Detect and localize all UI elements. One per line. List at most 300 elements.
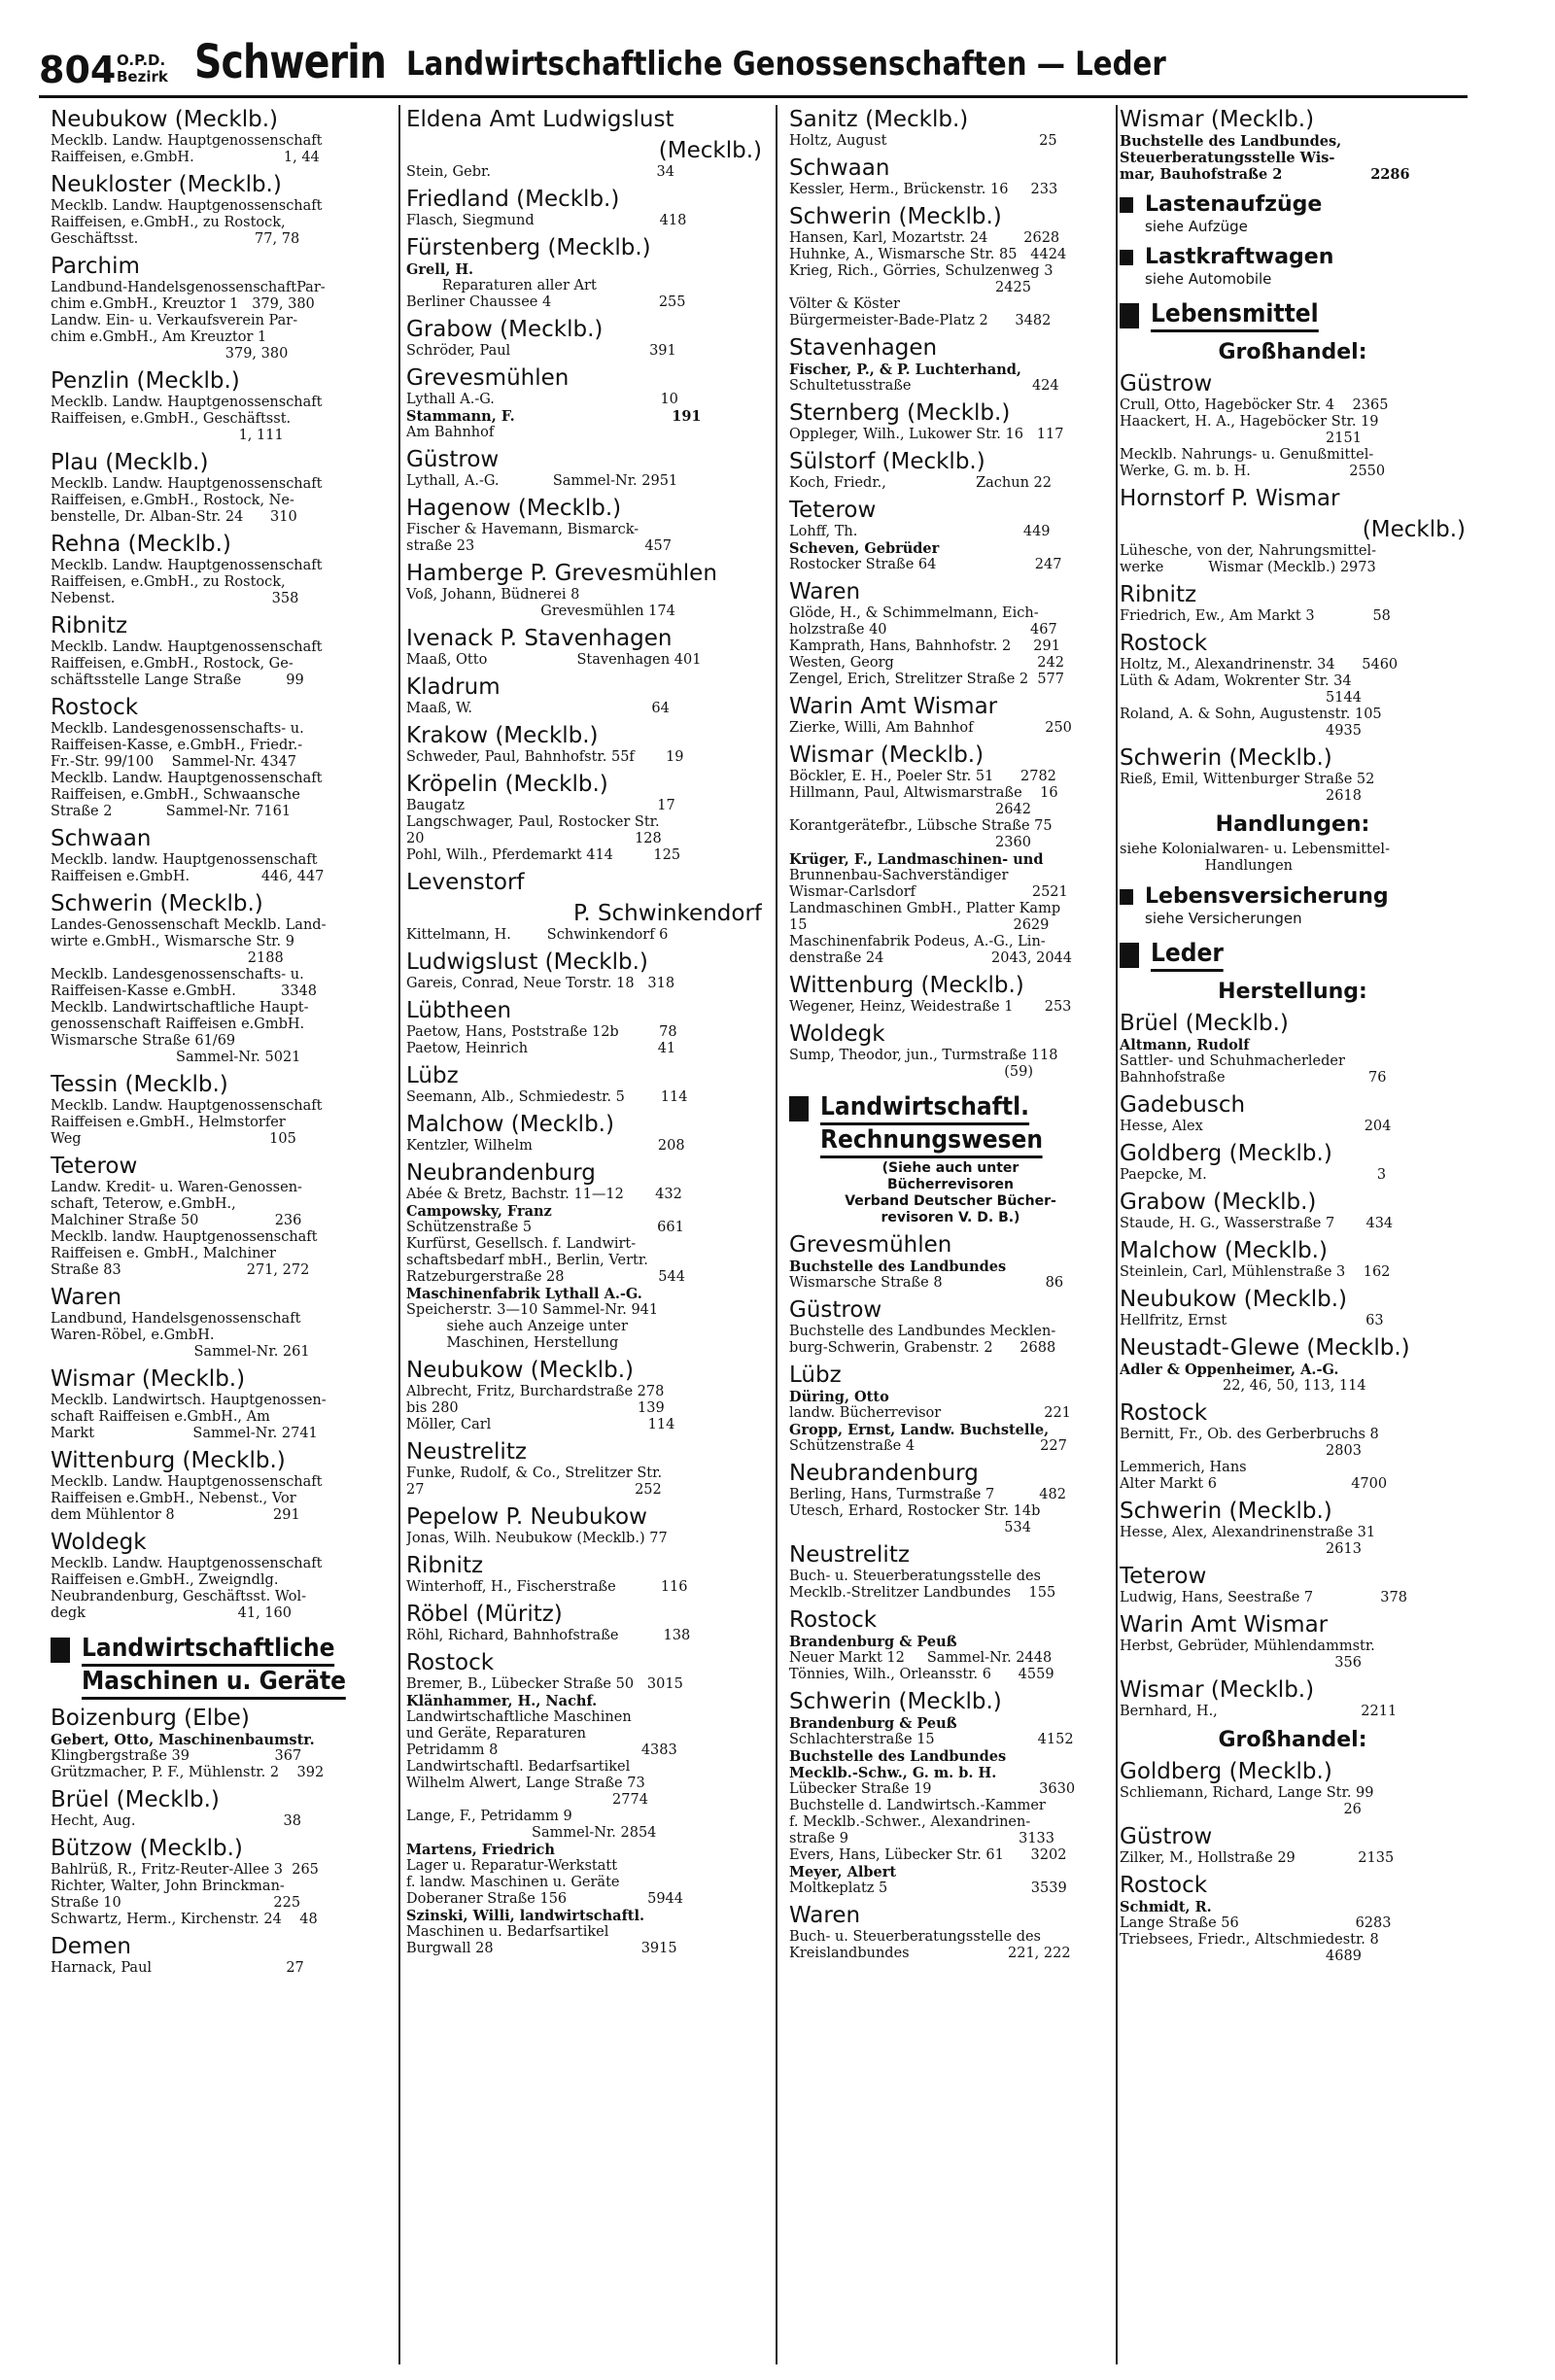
entry-line: Malchiner Straße 50 236 xyxy=(51,1213,302,1228)
entry-line: f. Mecklb.-Schwer., Alexandrinen- xyxy=(789,1814,1031,1830)
entry-line: Ratzeburgerstraße 28 544 xyxy=(406,1269,685,1285)
entry-line: 2360 xyxy=(789,835,1031,850)
entry-line: Paepcke, M. 3 xyxy=(1120,1167,1387,1183)
entry-line: chim e.GmbH., Kreuztor 1 379, 380 xyxy=(51,296,315,312)
subsection-heading xyxy=(1120,245,1466,270)
place-heading: Brüel (Mecklb.) xyxy=(51,1787,220,1812)
entry-line: Buch- u. Steuerberatungsstelle des xyxy=(789,1569,1041,1584)
entry-line: Lythall, A.-G. Sammel-Nr. 2951 xyxy=(406,473,678,489)
place-heading: Grevesmühlen xyxy=(406,365,570,391)
entry-line: Lythall A.-G. 10 xyxy=(406,392,678,407)
place-heading: Hornstorf P. Wismar xyxy=(1120,486,1340,511)
entry-line: Mecklb. Landw. Hauptgenossenschaft xyxy=(51,1556,323,1571)
entry-line: Roland, A. & Sohn, Augustenstr. 105 xyxy=(1120,707,1382,722)
entry-line: Langschwager, Paul, Rostocker Str. xyxy=(406,814,660,830)
entry-line: straße 9 3133 xyxy=(789,1831,1054,1846)
section-marker-icon xyxy=(1120,889,1133,905)
section-heading xyxy=(51,1634,395,1700)
entry-line: degk 41, 160 xyxy=(51,1605,292,1621)
bold-entry-line: Düring, Otto xyxy=(789,1389,889,1405)
entry-line: Raiffeisen, e.GmbH., Geschäftsst. xyxy=(51,411,292,427)
entry-line: Mecklb. landw. Hauptgenossenschaft xyxy=(51,1229,318,1245)
place-heading: Teterow xyxy=(1120,1564,1207,1589)
entry-line: Hesse, Alex, Alexandrinenstraße 31 xyxy=(1120,1525,1376,1540)
entry-line: 2642 xyxy=(789,802,1031,817)
bold-entry-line: Buchstelle des Landbundes xyxy=(789,1259,1007,1275)
entry-line: Utesch, Erhard, Rostocker Str. 14b xyxy=(789,1503,1041,1519)
bold-entry-line: Buchstelle des Landbundes xyxy=(789,1748,1007,1765)
place-heading: Boizenburg (Elbe) xyxy=(51,1706,250,1731)
entry-line: 20 128 xyxy=(406,831,662,846)
entry-line: Bernitt, Fr., Ob. des Gerberbruchs 8 xyxy=(1120,1427,1379,1442)
entry-line: Neubrandenburg, Geschäftsst. Wol- xyxy=(51,1589,307,1604)
entry-line: Speicherstr. 3—10 Sammel-Nr. 941 xyxy=(406,1302,659,1318)
place-heading: Krakow (Mecklb.) xyxy=(406,723,599,748)
entry-line: Mecklb. Landw. Hauptgenossenschaft xyxy=(51,198,323,214)
entry-line: burg-Schwerin, Grabenstr. 2 2688 xyxy=(789,1340,1056,1356)
entry-line: Straße 83 271, 272 xyxy=(51,1262,310,1278)
entry-line: Wismar-Carlsdorf 2521 xyxy=(789,884,1068,900)
entry-line: benstelle, Dr. Alban-Str. 24 310 xyxy=(51,509,297,525)
entry-line: Westen, Georg 242 xyxy=(789,655,1064,671)
place-heading: Wismar (Mecklb.) xyxy=(1120,1677,1315,1703)
entry-line: Mecklb. Landwirtschaftliche Haupt- xyxy=(51,1000,309,1016)
place-heading-cont: (Mecklb.) xyxy=(1362,517,1466,542)
place-heading: Malchow (Mecklb.) xyxy=(1120,1238,1328,1263)
entry-line: Raiffeisen, e.GmbH. 1, 44 xyxy=(51,150,320,165)
place-heading: Neubukow (Mecklb.) xyxy=(1120,1287,1348,1312)
entry-line: Zengel, Erich, Strelitzer Straße 2 577 xyxy=(789,672,1065,687)
place-heading: Rostock xyxy=(406,1650,495,1675)
entry-line: Buch- u. Steuerberatungsstelle des xyxy=(789,1929,1041,1945)
place-heading: Rostock xyxy=(1120,1400,1208,1426)
place-heading: Pepelow P. Neubukow xyxy=(406,1504,647,1530)
place-heading: Schwaan xyxy=(51,826,152,851)
entry-line: Lange Straße 56 6283 xyxy=(1120,1915,1392,1931)
bold-entry-line: Mecklb.-Schw., G. m. b. H. xyxy=(789,1765,997,1781)
section-heading xyxy=(1120,299,1466,332)
entry-line: Bahnhofstraße 76 xyxy=(1120,1070,1387,1086)
place-heading: Schwerin (Mecklb.) xyxy=(51,891,263,916)
entry-line: Raiffeisen, e.GmbH., zu Rostock, xyxy=(51,574,286,590)
bold-entry-line: Fischer, P., & P. Luchterhand, xyxy=(789,362,1021,378)
entry-line: Oppleger, Wilh., Lukower Str. 16 117 xyxy=(789,427,1064,442)
place-heading: Neubrandenburg xyxy=(789,1461,979,1486)
entry-line: Jonas, Wilh. Neubukow (Mecklb.) 77 xyxy=(406,1531,668,1546)
entry-line: Hesse, Alex 204 xyxy=(1120,1119,1392,1134)
section-title: Landwirtschaftl. xyxy=(820,1092,1029,1125)
entry-line: Schwartz, Herm., Kirchenstr. 24 48 xyxy=(51,1912,318,1927)
entry-line: Landw. Kredit- u. Waren-Genossen- xyxy=(51,1180,302,1195)
place-heading: Schwerin (Mecklb.) xyxy=(789,1689,1002,1714)
note-line: (Siehe auch unter xyxy=(881,1160,1019,1176)
place-heading: Sülstorf (Mecklb.) xyxy=(789,449,985,474)
place-heading: Rostock xyxy=(789,1607,878,1633)
entry-line: wirte e.GmbH., Wismarsche Str. 9 xyxy=(51,934,294,949)
bold-entry-line: Meyer, Albert xyxy=(789,1864,897,1880)
entry-line: Funke, Rudolf, & Co., Strelitzer Str. xyxy=(406,1466,663,1481)
place-heading: Neubrandenburg xyxy=(406,1160,596,1186)
place-heading: Rostock xyxy=(1120,631,1208,656)
entry-line: Nebenst. 358 xyxy=(51,591,299,606)
entry-line: Lager u. Reparatur-Werkstatt xyxy=(406,1858,618,1874)
entry-line: Mecklb. landw. Hauptgenossenschaft xyxy=(51,852,318,868)
entry-line: Schützenstraße 5 661 xyxy=(406,1220,684,1235)
entry-line: Am Bahnhof xyxy=(406,425,495,440)
place-heading: Ribnitz xyxy=(51,613,128,638)
entry-line: Buchstelle d. Landwirtsch.-Kammer xyxy=(789,1798,1046,1813)
place-heading: Teterow xyxy=(789,498,877,523)
entry-line: Schröder, Paul 391 xyxy=(406,343,676,359)
place-heading: Schwaan xyxy=(789,155,890,181)
entry-line: Lemmerich, Hans xyxy=(1120,1460,1247,1475)
place-heading: Tessin (Mecklb.) xyxy=(51,1072,228,1097)
entry-line: Paetow, Heinrich 41 xyxy=(406,1041,676,1056)
entry-line: Maaß, Otto Stavenhagen 401 xyxy=(406,652,702,668)
entry-line: 2613 xyxy=(1120,1541,1362,1557)
entry-line: Winterhoff, H., Fischerstraße 116 xyxy=(406,1579,688,1595)
place-heading: Penzlin (Mecklb.) xyxy=(51,368,240,394)
note-line: Verband Deutscher Bücher- xyxy=(845,1193,1056,1209)
entry-line: Mecklb. Landw. Hauptgenossenschaft xyxy=(51,639,323,655)
entry-line: Wegener, Heinz, Weidestraße 1 253 xyxy=(789,999,1072,1015)
bold-entry-line: Martens, Friedrich xyxy=(406,1842,555,1858)
section-heading xyxy=(1120,939,1466,972)
bold-entry-line: Adler & Oppenheimer, A.-G. xyxy=(1120,1362,1339,1378)
entry-line: Albrecht, Fritz, Burchardstraße 278 xyxy=(406,1384,665,1399)
place-heading: Malchow (Mecklb.) xyxy=(406,1112,614,1137)
entry-line: Raiffeisen, e.GmbH., zu Rostock, xyxy=(51,215,286,230)
entry-line: Sammel-Nr. 261 xyxy=(51,1344,310,1360)
entry-line: Sump, Theodor, jun., Turmstraße 118 xyxy=(789,1048,1058,1063)
entry-line: siehe auch Anzeige unter xyxy=(406,1319,628,1334)
note-line: Bücherrevisoren xyxy=(887,1177,1014,1192)
entry-line: Handlungen xyxy=(1120,858,1294,874)
entry-line: Steinlein, Carl, Mühlenstraße 3 162 xyxy=(1120,1264,1391,1280)
entry-line: 356 xyxy=(1120,1655,1362,1671)
bold-entry-line: Gebert, Otto, Maschinenbaumstr. xyxy=(51,1732,315,1748)
place-heading: Sternberg (Mecklb.) xyxy=(789,400,1011,426)
section-marker-icon xyxy=(1120,943,1139,968)
entry-line: 15 2629 xyxy=(789,917,1050,933)
entry-line: Baugatz 17 xyxy=(406,798,675,813)
entry-line: Raiffeisen e.GmbH., Zweigndlg. xyxy=(51,1572,279,1588)
entry-line: 27 252 xyxy=(406,1482,662,1498)
subsection-heading xyxy=(1120,192,1466,218)
section-marker-icon xyxy=(51,1638,70,1663)
entry-line: Wilhelm Alwert, Lange Straße 73 xyxy=(406,1776,645,1791)
entry-line: 534 xyxy=(789,1520,1031,1535)
entry-line: Kentzler, Wilhelm 208 xyxy=(406,1138,685,1154)
note-line: revisoren V. D. B.) xyxy=(881,1210,1020,1225)
entry-line: Grevesmühlen 174 xyxy=(406,604,675,619)
place-heading: Woldegk xyxy=(51,1530,147,1555)
entry-line: Hillmann, Paul, Altwismarstraße 16 xyxy=(789,785,1058,801)
entry-line: Buchstelle des Landbundes Mecklen- xyxy=(789,1324,1056,1339)
entry-line: Maschinen, Herstellung xyxy=(406,1335,619,1351)
entry-line: Straße 2 Sammel-Nr. 7161 xyxy=(51,804,292,819)
entry-line: Lüth & Adam, Wokrenter Str. 34 xyxy=(1120,673,1352,689)
entry-line: Schützenstraße 4 227 xyxy=(789,1438,1067,1454)
place-heading: Röbel (Müritz) xyxy=(406,1602,563,1627)
entry-line: Mecklb. Landw. Hauptgenossenschaft xyxy=(51,476,323,492)
see-reference: siehe Aufzüge xyxy=(1145,218,1248,235)
entry-line: Landes-Genossenschaft Mecklb. Land- xyxy=(51,917,327,933)
entry-line: Gareis, Conrad, Neue Torstr. 18 318 xyxy=(406,976,675,991)
bold-entry-line: Brandenburg & Peuß xyxy=(789,1715,957,1732)
place-heading: Stavenhagen xyxy=(789,335,938,361)
entry-line: Lange, F., Petridamm 9 xyxy=(406,1809,572,1824)
entry-line: Alter Markt 6 4700 xyxy=(1120,1476,1388,1492)
entry-line: Landmaschinen GmbH., Platter Kamp xyxy=(789,901,1061,916)
place-heading: Woldegk xyxy=(789,1021,885,1047)
section-title: Landwirtschaftliche xyxy=(82,1634,335,1667)
entry-line: Völter & Köster xyxy=(789,296,900,312)
entry-line: 2151 xyxy=(1120,431,1362,446)
entry-line: Hansen, Karl, Mozartstr. 24 2628 xyxy=(789,230,1060,246)
entry-line: Friedrich, Ew., Am Markt 3 58 xyxy=(1120,608,1391,624)
entry-line: Schlachterstraße 15 4152 xyxy=(789,1732,1074,1747)
section-heading xyxy=(789,1092,1112,1158)
entry-line: Haackert, H. A., Hageböcker Str. 19 xyxy=(1120,414,1379,430)
entry-line: bis 280 139 xyxy=(406,1400,665,1416)
entry-line: Bernhard, H., 2211 xyxy=(1120,1704,1398,1719)
subsection-heading xyxy=(1120,884,1466,910)
bold-entry-line: Campowsky, Franz xyxy=(406,1203,552,1220)
place-heading: Parchim xyxy=(51,254,140,279)
entry-line: Neuer Markt 12 Sammel-Nr. 2448 xyxy=(789,1650,1053,1666)
entry-line: Mecklb. Landw. Hauptgenossenschaft xyxy=(51,395,323,410)
entry-line: Zierke, Willi, Am Bahnhof 250 xyxy=(789,720,1072,736)
entry-line: Hecht, Aug. 38 xyxy=(51,1813,301,1829)
bold-entry-line: Klänhammer, H., Nachf. xyxy=(406,1693,598,1709)
entry-line: Tönnies, Wilh., Orleansstr. 6 4559 xyxy=(789,1667,1054,1682)
entry-line: Harnack, Paul 27 xyxy=(51,1960,304,1976)
place-heading: Kladrum xyxy=(406,674,501,700)
entry-line: Stein, Gebr. 34 xyxy=(406,164,674,180)
entry-line: Raiffeisen e. GmbH., Malchiner xyxy=(51,1246,276,1261)
place-heading: Rostock xyxy=(51,695,139,720)
entry-line: Voß, Johann, Büdnerei 8 xyxy=(406,587,580,603)
place-heading-cont: (Mecklb.) xyxy=(658,138,762,163)
entry-line: Moltkeplatz 5 3539 xyxy=(789,1880,1067,1896)
section-title: Lebensmittel xyxy=(1151,299,1319,332)
entry-line: Lübecker Straße 19 3630 xyxy=(789,1781,1076,1797)
place-heading: Bützow (Mecklb.) xyxy=(51,1836,243,1861)
place-heading: Neustadt-Glewe (Mecklb.) xyxy=(1120,1335,1410,1361)
entry-line: Mecklb. Landesgenossenschafts- u. xyxy=(51,967,304,983)
place-heading: Rehna (Mecklb.) xyxy=(51,532,231,557)
entry-line: Paetow, Hans, Poststraße 12b 78 xyxy=(406,1024,677,1040)
place-heading: Friedland (Mecklb.) xyxy=(406,187,620,212)
entry-line: Landwirtschaftl. Bedarfsartikel xyxy=(406,1759,631,1775)
entry-line: Schliemann, Richard, Lange Str. 99 xyxy=(1120,1785,1374,1801)
see-reference: siehe Automobile xyxy=(1145,270,1272,288)
entry-line: Raiffeisen, e.GmbH., Rostock, Ge- xyxy=(51,656,294,672)
subsection-title: Lastkraftwagen xyxy=(1145,245,1334,269)
entry-line: Koch, Friedr., Zachun 22 xyxy=(789,475,1052,491)
place-heading: Neustrelitz xyxy=(406,1439,527,1465)
column-4 xyxy=(1120,101,1466,1965)
page-number: 804 xyxy=(39,49,117,91)
place-heading: Demen xyxy=(51,1934,131,1959)
entry-line: Fr.-Str. 99/100 Sammel-Nr. 4347 xyxy=(51,754,297,770)
place-heading: Levenstorf xyxy=(406,870,525,895)
entry-line: Lühesche, von der, Nahrungsmittel- xyxy=(1120,543,1377,559)
entry-line: Raiffeisen e.GmbH. 446, 447 xyxy=(51,869,325,884)
entry-line: Holtz, M., Alexandrinenstr. 34 5460 xyxy=(1120,657,1399,673)
place-heading: Schwerin (Mecklb.) xyxy=(1120,745,1332,771)
place-heading: Warin Amt Wismar xyxy=(1120,1612,1329,1638)
place-heading: Schwerin (Mecklb.) xyxy=(789,204,1002,229)
entry-line: Abée & Bretz, Bachstr. 11—12 432 xyxy=(406,1187,682,1202)
entry-line: Evers, Hans, Lübecker Str. 61 3202 xyxy=(789,1847,1067,1863)
entry-line: denstraße 24 2043, 2044 xyxy=(789,950,1073,966)
entry-line: Maaß, W. 64 xyxy=(406,701,670,716)
entry-line: Hellfritz, Ernst 63 xyxy=(1120,1313,1384,1328)
page-title: Landwirtschaftliche Genossenschaften — Leder xyxy=(406,45,1166,84)
entry-line: Staude, H. G., Wasserstraße 7 434 xyxy=(1120,1216,1394,1231)
entry-line: Mecklb. Landwirtsch. Hauptgenossen- xyxy=(51,1393,327,1408)
bold-entry-line: Schmidt, R. xyxy=(1120,1899,1212,1915)
section-title-line2: Rechnungswesen xyxy=(820,1125,1043,1158)
place-heading: Kröpelin (Mecklb.) xyxy=(406,772,608,797)
place-heading: Wismar (Mecklb.) xyxy=(789,742,985,768)
subsection-title: Lebensversicherung xyxy=(1145,884,1389,909)
entry-line: Waren-Röbel, e.GmbH. xyxy=(51,1328,215,1343)
entry-line: holzstraße 40 467 xyxy=(789,622,1057,638)
bold-entry-line: Gropp, Ernst, Landw. Buchstelle, xyxy=(789,1422,1050,1438)
place-heading: Wittenburg (Mecklb.) xyxy=(789,973,1024,998)
place-heading: Waren xyxy=(789,1903,861,1928)
subcategory-heading: Handlungen: xyxy=(1215,812,1370,837)
entry-line: Schultetusstraße 424 xyxy=(789,378,1059,394)
opd-label: O.P.D. Bezirk xyxy=(117,52,168,86)
entry-line: f. landw. Maschinen u. Geräte xyxy=(406,1875,620,1890)
bold-entry-line: Altmann, Rudolf xyxy=(1120,1037,1250,1053)
entry-line: Ludwig, Hans, Seestraße 7 378 xyxy=(1120,1590,1407,1605)
entry-line: 2618 xyxy=(1120,788,1362,804)
place-heading: Ludwigslust (Mecklb.) xyxy=(406,949,648,975)
entry-line: Wismarsche Straße 8 86 xyxy=(789,1275,1064,1291)
entry-line: Schweder, Paul, Bahnhofstr. 55f 19 xyxy=(406,749,684,765)
entry-line: Grützmacher, P. F., Mühlenstr. 2 392 xyxy=(51,1765,325,1780)
entry-line: Richter, Walter, John Brinckman- xyxy=(51,1879,285,1894)
place-heading: Schwerin (Mecklb.) xyxy=(1120,1499,1332,1524)
entry-line: Landw. Ein- u. Verkaufsverein Par- xyxy=(51,313,298,328)
entry-line: Kreislandbundes 221, 222 xyxy=(789,1946,1071,1961)
place-heading: Ribnitz xyxy=(1120,582,1197,607)
place-heading: Grabow (Mecklb.) xyxy=(1120,1190,1317,1215)
entry-line: 2425 xyxy=(789,280,1031,295)
entry-line: Raiffeisen, e.GmbH., Schwaansche xyxy=(51,787,300,803)
entry-line: Straße 10 225 xyxy=(51,1895,301,1911)
entry-line: Maschinen u. Bedarfsartikel xyxy=(406,1924,609,1940)
place-heading: Brüel (Mecklb.) xyxy=(1120,1011,1289,1036)
bold-entry-line: Szinski, Willi, landwirtschaftl. xyxy=(406,1908,645,1924)
entry-line: Geschäftsst. 77, 78 xyxy=(51,231,300,247)
entry-line: 1, 111 xyxy=(51,428,284,443)
subcategory-heading: Herstellung: xyxy=(1218,980,1367,1004)
entry-line: Huhnke, A., Wismarsche Str. 85 4424 xyxy=(789,247,1067,262)
place-heading: Güstrow xyxy=(1120,1824,1213,1849)
section-title: Leder xyxy=(1151,939,1224,972)
place-heading: Plau (Mecklb.) xyxy=(51,450,209,475)
column-1 xyxy=(51,101,395,1977)
section-marker-icon xyxy=(1120,250,1133,265)
place-heading: Neustrelitz xyxy=(789,1542,910,1568)
bold-entry-line: Scheven, Gebrüder xyxy=(789,540,940,557)
place-heading: Gadebusch xyxy=(1120,1092,1246,1118)
entry-line: Holtz, August 25 xyxy=(789,133,1057,149)
page-header xyxy=(39,27,1468,98)
entry-line: Rostocker Straße 64 247 xyxy=(789,557,1062,572)
entry-line: Mecklb. Landw. Hauptgenossenschaft xyxy=(51,1098,323,1114)
bold-entry-line: Maschinenfabrik Lythall A.-G. xyxy=(406,1286,642,1302)
place-heading: Ribnitz xyxy=(406,1553,484,1578)
entry-line: Crull, Otto, Hageböcker Str. 4 2365 xyxy=(1120,397,1389,413)
entry-line: Raiffeisen-Kasse e.GmbH. 3348 xyxy=(51,983,317,999)
place-heading: Rostock xyxy=(1120,1873,1208,1898)
entry-line: schaft, Teterow, e.GmbH., xyxy=(51,1196,236,1212)
entry-line: Glöde, H., & Schimmelmann, Eich- xyxy=(789,605,1039,621)
place-heading: Wismar (Mecklb.) xyxy=(1120,107,1315,132)
entry-line: straße 23 457 xyxy=(406,538,672,554)
entry-line: (59) xyxy=(789,1064,1034,1080)
entry-line: 5144 xyxy=(1120,690,1362,706)
entry-line: Raiffeisen e.GmbH., Nebenst., Vor xyxy=(51,1491,296,1506)
place-heading: Neubukow (Mecklb.) xyxy=(51,107,279,132)
place-heading: Waren xyxy=(51,1285,122,1310)
place-heading: Warin Amt Wismar xyxy=(789,694,998,719)
place-heading: Neubukow (Mecklb.) xyxy=(406,1358,635,1383)
entry-line: Kurfürst, Gesellsch. f. Landwirt- xyxy=(406,1236,637,1252)
entry-line: Mecklb. Landw. Hauptgenossenschaft xyxy=(51,133,323,149)
place-heading: Hamberge P. Grevesmühlen xyxy=(406,561,717,586)
entry-line: Seemann, Alb., Schmiedestr. 5 114 xyxy=(406,1089,688,1105)
entry-line: Maschinenfabrik Podeus, A.-G., Lin- xyxy=(789,934,1046,949)
place-heading: Güstrow xyxy=(789,1297,882,1323)
entry-line: landw. Bücherrevisor 221 xyxy=(789,1405,1071,1421)
entry-line: 2188 xyxy=(51,950,284,966)
place-heading: Eldena Amt Ludwigslust xyxy=(406,107,674,132)
bold-entry-line: mar, Bauhofstraße 2 2286 xyxy=(1120,166,1410,183)
entry-line: Markt Sammel-Nr. 2741 xyxy=(51,1426,318,1441)
entry-line: Raiffeisen e.GmbH., Helmstorfer xyxy=(51,1115,286,1130)
entry-line: Berling, Hans, Turmstraße 7 482 xyxy=(789,1487,1066,1502)
entry-line: Landbund-HandelsgenossenschaftPar- xyxy=(51,280,326,295)
entry-line: chim e.GmbH., Am Kreuztor 1 xyxy=(51,329,267,345)
entry-line: Burgwall 28 3915 xyxy=(406,1941,677,1956)
entry-line: schaftsbedarf mbH., Berlin, Vertr. xyxy=(406,1253,648,1268)
entry-line: Sammel-Nr. 5021 xyxy=(51,1050,301,1065)
place-heading-cont: P. Schwinkendorf xyxy=(573,901,762,926)
entry-line: Mecklb. Landesgenossenschafts- u. xyxy=(51,721,304,737)
entry-line: 379, 380 xyxy=(51,346,289,362)
entry-line: Möller, Carl 114 xyxy=(406,1417,675,1432)
entry-line: Doberaner Straße 156 5944 xyxy=(406,1891,684,1907)
entry-line: Kessler, Herm., Brückenstr. 16 233 xyxy=(789,182,1058,197)
section-marker-icon xyxy=(1120,197,1133,213)
place-heading: Güstrow xyxy=(1120,371,1213,397)
entry-line: Mecklb. Landw. Hauptgenossenschaft xyxy=(51,771,323,786)
subcategory-heading: Großhandel: xyxy=(1218,340,1367,364)
entry-line: Krieg, Rich., Görries, Schulzenweg 3 xyxy=(789,263,1054,279)
place-heading: Neukloster (Mecklb.) xyxy=(51,172,282,197)
entry-line: Rieß, Emil, Wittenburger Straße 52 xyxy=(1120,772,1375,787)
section-title-line2: Maschinen u. Geräte xyxy=(82,1667,346,1700)
entry-line: Herbst, Gebrüder, Mühlendammstr. xyxy=(1120,1638,1375,1654)
